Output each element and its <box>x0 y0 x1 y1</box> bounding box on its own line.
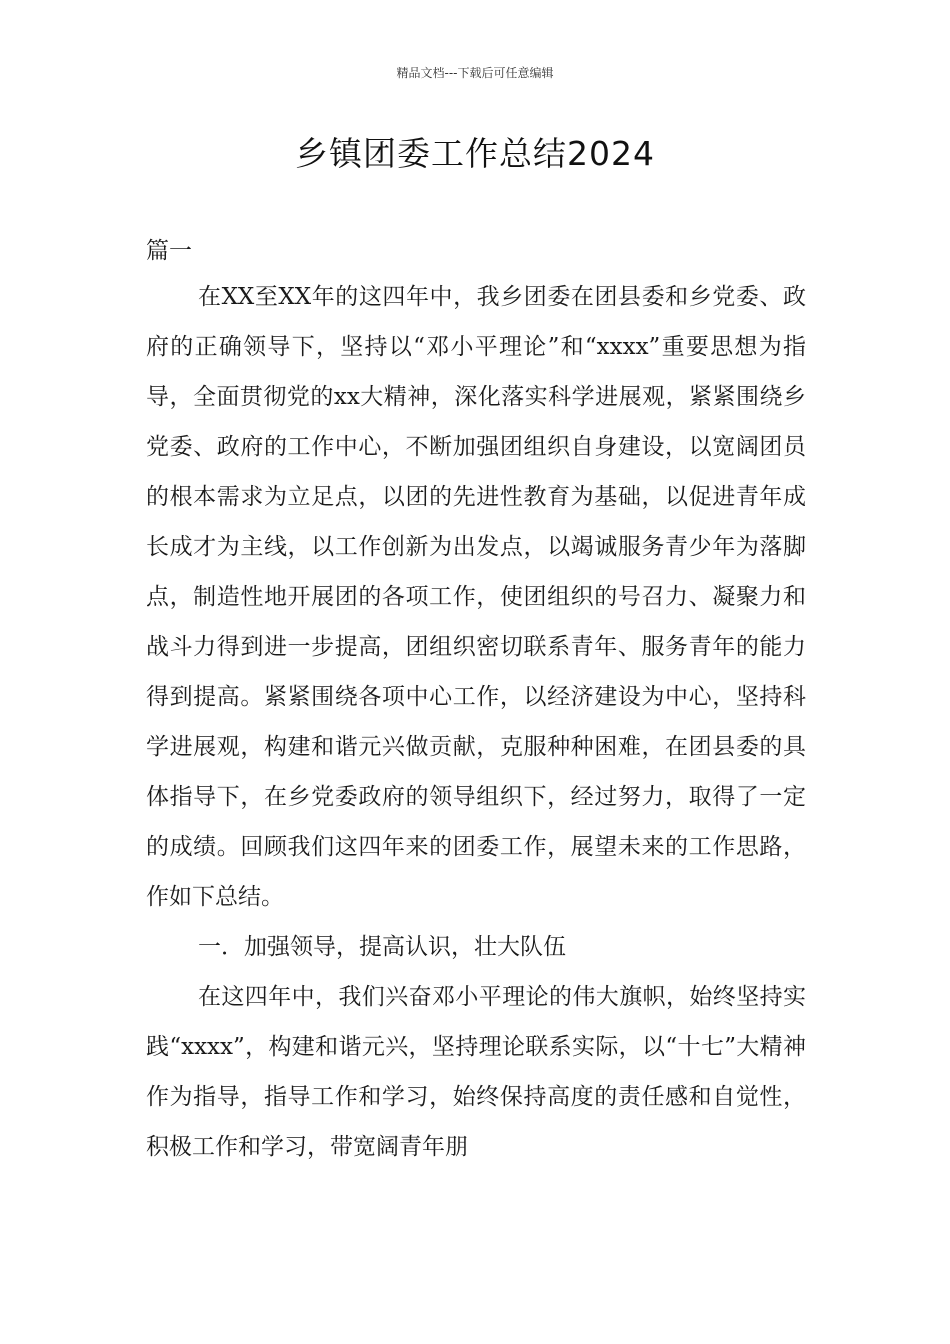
header-note: 精品文档---下载后可任意编辑 <box>396 66 554 80</box>
section-heading-1: 一．加强领导，提高认识，壮大队伍 <box>198 934 566 960</box>
body-text <box>146 272 806 1172</box>
document-title: 乡镇团委工作总结2024 <box>295 134 655 173</box>
section-label: 篇一 <box>146 238 192 264</box>
section-1-paragraph: 在这四年中，我们兴奋邓小平理论的伟大旗帜，始终坚持实践“xxxx”，构建和谐元兴，坚持理论联系实际，以“十七”大精神作为指导，指导工作和学习，始终保持高度的责任感和自觉性，积极工作和学习，带宽阔青年朋 <box>146 984 806 1160</box>
intro-paragraph: 在XX至XX年的这四年中，我乡团委在团县委和乡党委、政府的正确领导下，坚持以“邓小平理论”和“xxxx”重要思想为指导，全面贯彻党的xx大精神，深化落实科学进展观，紧紧围绕乡党委、政府的工作中心，不断加强团组织自身建设，以宽阔团员的根本需求为立足点，以团的先进性教育为基础，以促进青年成长成才为主线，以工作创新为出发点，以竭诚服务青少年为落脚点，制造性地开展团的各项工作，使团组织的号召力、凝聚力和战斗力得到进一步提高，团组织密切联系青年、服务青年的能力得到提高。紧紧围绕各项中心工作，以经济建设为中心，坚持科学进展观，构建和谐元兴做贡献，克服种种困难，在团县委的具体指导下，在乡党委政府的领导组织下，经过努力，取得了一定的成绩。回顾我们这四年来的团委工作，展望未来的工作思路，作如下总结。 <box>146 284 806 910</box>
